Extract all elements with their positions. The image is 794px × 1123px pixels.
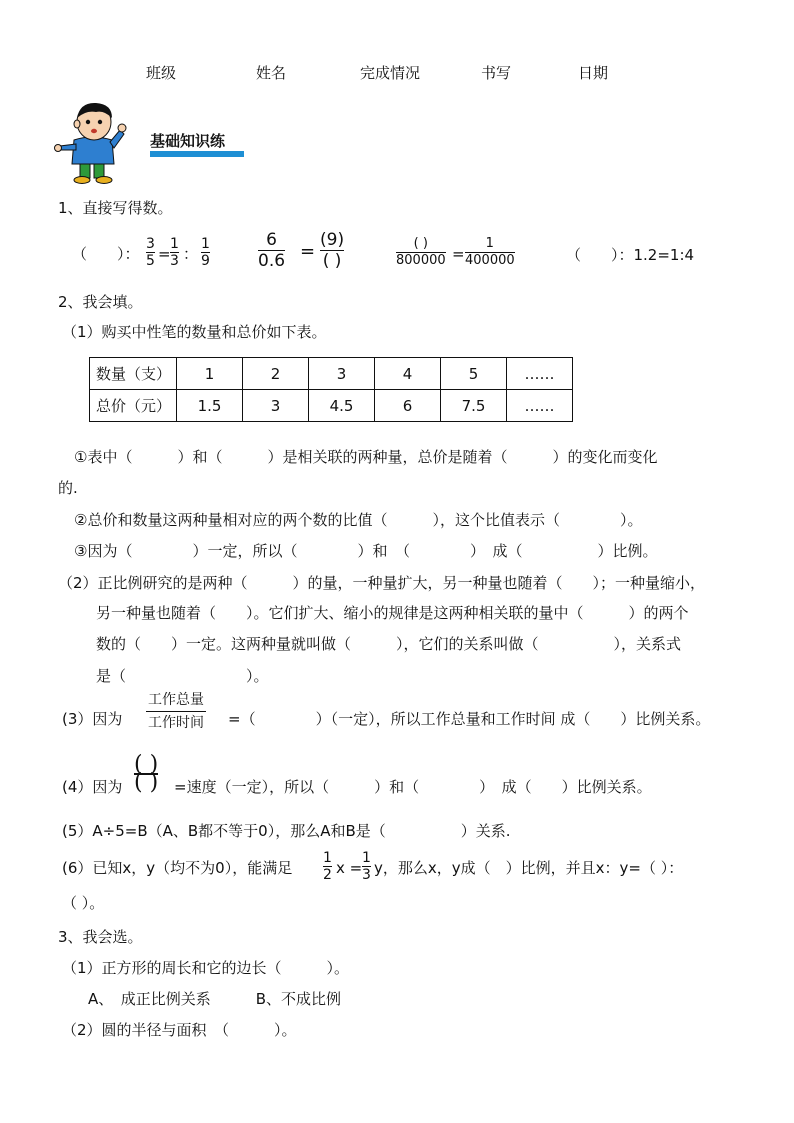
q2-part4-fraction: ( ) ( ) — [134, 752, 159, 795]
table-row — [90, 390, 573, 422]
q2-part6-fraction-1: 1 2 — [323, 850, 332, 883]
q1-title: 1、直接写得数。 — [58, 199, 173, 217]
q2-sub3: ③因为（ ）一定，所以（ ）和 （ ） 成（ ）比例。 — [74, 542, 658, 560]
q3-part1: （1）正方形的周长和它的边长（ ）。 — [62, 959, 350, 977]
section-title-underline — [150, 151, 244, 157]
q2-part4-prefix: (4）因为 — [62, 778, 123, 796]
q2-part4-suffix: =速度（一定），所以（ ）和（ ） 成（ ）比例关系。 — [174, 778, 652, 796]
table-cell: …… — [507, 358, 573, 390]
table-cell: 数量（支） — [90, 358, 177, 390]
q2-sub1-line1: ①表中（ ）和（ ）是相关联的两种量，总价是随着（ ）的变化而变化 — [74, 448, 658, 466]
cartoon-boy-illustration — [52, 100, 138, 186]
q2-part6-fraction-2: 1 3 — [362, 850, 371, 883]
q1-a-equals: = — [158, 245, 171, 263]
q3-part2: （2）圆的半径与面积 （ ）。 — [62, 1021, 297, 1039]
q2-part2-line2: 另一种量也随着（ ）。它们扩大、缩小的规律是这两种相关联的量中（ ）的两个 — [96, 604, 689, 622]
q1-c-fraction-1: ( ) 800000 — [396, 236, 446, 268]
q2-part6-suffix: y，那么x，y成（ ）比例，并且x：y=（ ）： — [374, 859, 684, 877]
q3-title: 3、我会选。 — [58, 928, 143, 946]
q2-part6-prefix: (6）已知x，y（均不为0），能满足 — [62, 859, 293, 877]
q1-a-fraction-3: 1 9 — [201, 236, 210, 269]
q1-a-fraction-2: 1 3 — [170, 236, 179, 269]
date-label: 日期 — [578, 64, 609, 82]
q2-part2-line3: 数的（ ）一定。这两种量就叫做（ ），它们的关系叫做（ ），关系式 — [96, 635, 682, 653]
table-row — [90, 358, 573, 390]
table-cell: 7.5 — [441, 390, 507, 422]
q2-part6-mid: x = — [336, 859, 363, 877]
q1-d: （ ）：1.2=1:4 — [566, 246, 695, 264]
table-cell: 3 — [309, 358, 375, 390]
q2-part2-line4: 是（ ）。 — [96, 667, 269, 685]
q2-part1-intro: （1）购买中性笔的数量和总价如下表。 — [62, 323, 327, 341]
writing-label: 书写 — [481, 64, 512, 82]
table-cell: 2 — [243, 358, 309, 390]
q1-a-blank: （ ）： — [72, 245, 140, 263]
q2-part3-fraction: 工作总量 工作时间 — [148, 692, 204, 731]
q1-c-equals: = — [452, 245, 465, 263]
q2-sub1-line2: 的. — [58, 479, 78, 497]
pen-price-table — [89, 357, 573, 422]
table-cell: 5 — [441, 358, 507, 390]
table-cell: …… — [507, 390, 573, 422]
q2-part3-prefix: (3）因为 — [62, 710, 123, 728]
table-cell: 1.5 — [177, 390, 243, 422]
q1-b-fraction-1: 6 0.6 — [258, 230, 286, 271]
q1-b-fraction-2: (9) ( ) — [320, 230, 345, 271]
q2-part3-suffix: =（ ）（一定），所以工作总量和工作时间 成（ ）比例关系。 — [228, 710, 711, 728]
section-title: 基础知识练 — [150, 132, 226, 150]
q2-sub2: ②总价和数量这两种量相对应的两个数的比值（ ），这个比值表示（ ）。 — [74, 511, 643, 529]
name-label: 姓名 — [256, 64, 287, 82]
q2-part5: (5）A÷5=B（A、B都不等于0），那么A和B是（ ）关系. — [62, 822, 511, 840]
completion-label: 完成情况 — [360, 64, 421, 82]
q1-c-fraction-2: 1 400000 — [465, 236, 515, 268]
q2-part2-line1: （2）正比例研究的是两种（ ）的量，一种量扩大，另一种量也随着（ ）；一种量缩小， — [58, 574, 706, 592]
q1-b-equals: = — [300, 241, 316, 262]
q3-part1-options: A、 成正比例关系 B、不成比例 — [88, 990, 342, 1008]
table-cell: 3 — [243, 390, 309, 422]
q2-part6-end: （ ）。 — [62, 894, 105, 912]
table-cell: 总价（元） — [90, 390, 177, 422]
q1-a-fraction-1: 3 5 — [146, 236, 155, 269]
q1-a-colon: ： — [183, 245, 199, 263]
q2-title: 2、我会填。 — [58, 293, 143, 311]
table-cell: 6 — [375, 390, 441, 422]
table-cell: 4 — [375, 358, 441, 390]
table-cell: 4.5 — [309, 390, 375, 422]
table-cell: 1 — [177, 358, 243, 390]
class-label: 班级 — [146, 64, 177, 82]
